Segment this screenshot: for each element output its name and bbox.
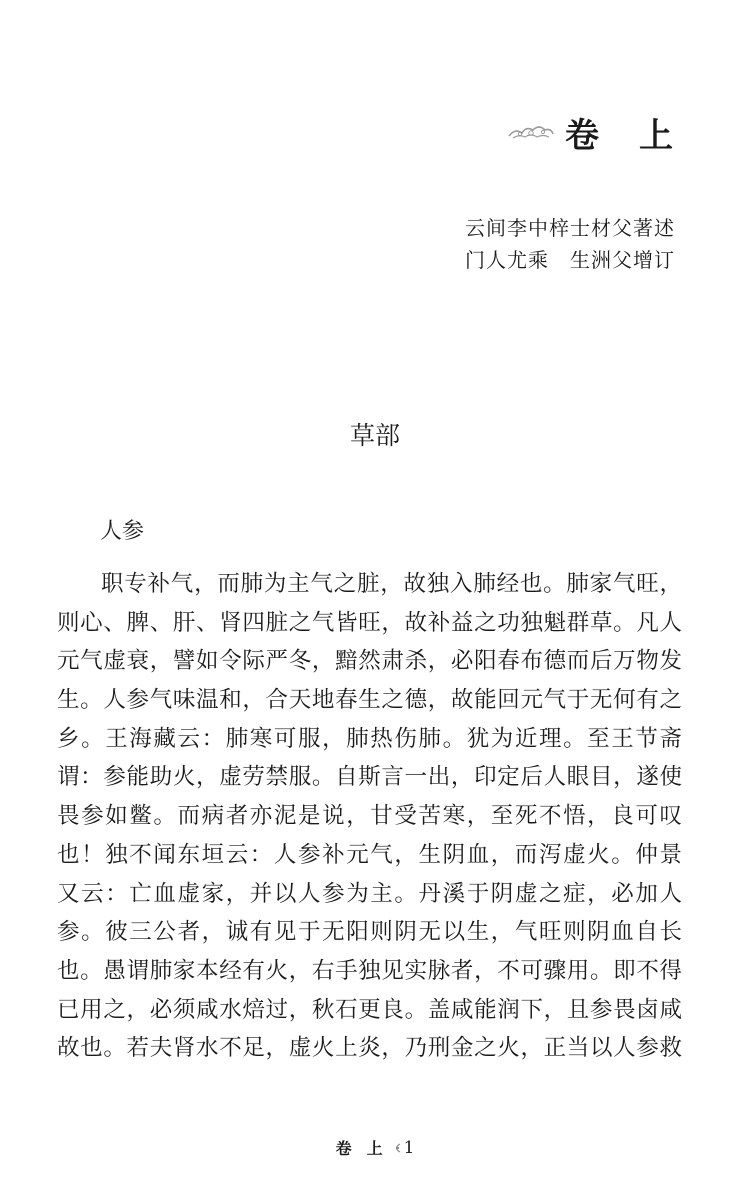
body-line: 也！独不闻东垣云：人参补元气，生阴血，而泻虚火。仲景 — [57, 841, 682, 868]
footer-label-right: 上 — [366, 1139, 384, 1158]
page-number: 1 — [403, 1137, 415, 1158]
author-line: 云间李中梓士材父著述 — [465, 216, 675, 240]
body-line: 则心、脾、肝、肾四脏之气皆旺，故补益之功独魁群草。凡人 — [57, 609, 682, 636]
body-line: 生。人参气味温和，合天地春生之德，故能回元气于无何有之 — [57, 687, 682, 714]
section-title: 草部 — [349, 421, 400, 450]
body-line: 元气虚衰，譬如令际严冬，黯然肃杀，必阳春布德而后万物发 — [57, 648, 682, 675]
body-line: 谓：参能助火，虚劳禁服。自斯言一出，印定后人眼目，遂使 — [57, 764, 682, 791]
body-text — [57, 565, 682, 1068]
running-footer-label — [336, 1136, 384, 1159]
chapter-title-left: 卷 — [565, 116, 601, 156]
editor-line: 门人尤乘 生洲父增订 — [465, 248, 675, 272]
author-credits — [465, 212, 675, 276]
body-line: 已用之，必须咸水焙过，秋石更良。盖咸能润下，且参畏卤咸 — [57, 996, 682, 1023]
chapter-title — [507, 108, 675, 157]
cloud-ornament-icon — [507, 122, 555, 144]
body-line: 也。愚谓肺家本经有火，右手独见实脉者，不可骤用。即不得 — [57, 957, 682, 984]
body-line: 乡。王海藏云：肺寒可服，肺热伤肺。犹为近理。至王节斋 — [57, 725, 682, 752]
chapter-title-right: 上 — [639, 116, 675, 156]
page-marker-icon — [390, 1142, 402, 1154]
body-line: 故也。若夫肾水不足，虚火上炎，乃刑金之火，正当以人参救 — [57, 1035, 682, 1062]
body-line: 又云：亡血虚家，并以人参为主。丹溪于阴虚之症，必加人 — [57, 880, 682, 907]
body-line: 参。彼三公者，诚有见于无阳则阴无以生，气旺则阴血自长 — [57, 919, 682, 946]
body-line: 职专补气，而肺为主气之脏，故独入肺经也。肺家气旺， — [101, 571, 682, 597]
footer-label-left: 卷 — [335, 1139, 353, 1158]
chapter-heading — [565, 108, 675, 157]
body-line: 畏参如鳖。而病者亦泥是说，甘受苦寒，至死不悟，良可叹 — [57, 803, 682, 830]
page-footer — [0, 1136, 750, 1159]
entry-title: 人参 — [100, 519, 145, 544]
